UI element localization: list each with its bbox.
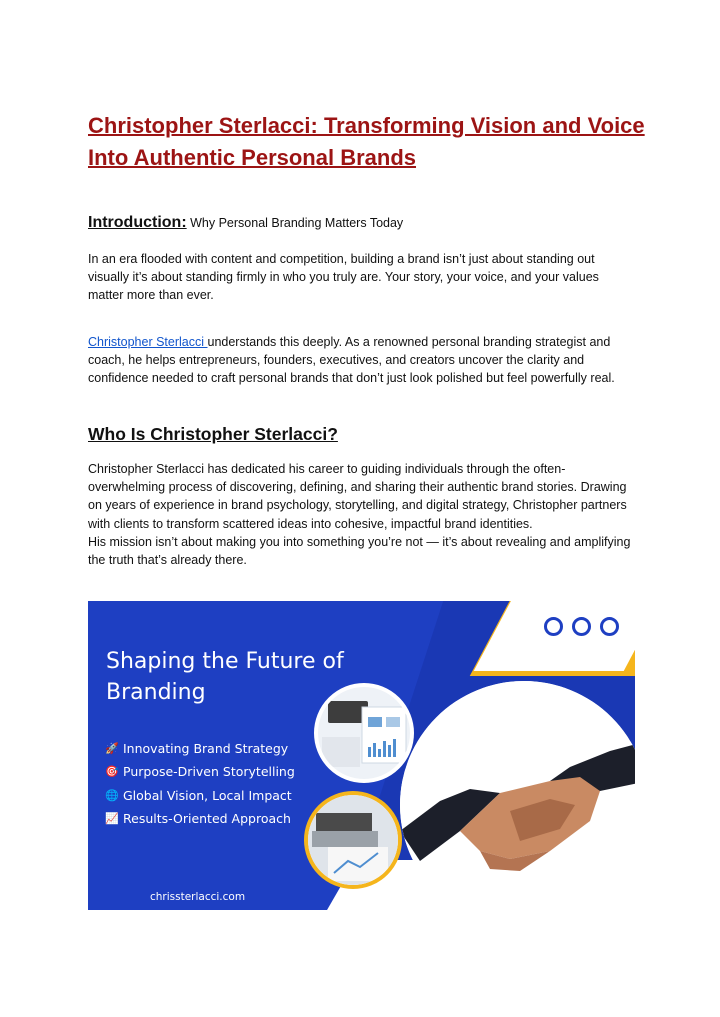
mission-text: His mission isn’t about making you into something you’re not — it’s about revealing and amplifying the truth that’s already there. — [88, 534, 631, 568]
banner-dots — [544, 617, 619, 636]
bullet-item — [104, 784, 295, 807]
branding-banner-image — [88, 601, 635, 910]
bullet-item — [104, 760, 295, 783]
introduction-subtitle: Why Personal Branding Matters Today — [186, 216, 404, 230]
intro-paragraph: In an era flooded with content and competition, building a brand isn’t just about standing out visually it’s about standing firmly in who you truly are. Your story, your voice, and your values matter more than ever. — [88, 252, 599, 303]
bullet-item — [104, 737, 295, 760]
christopher-sterlacci-link[interactable]: Christopher Sterlacci — [88, 335, 208, 349]
section-paragraph-body: Christopher Sterlacci has dedicated his career to guiding individuals through the often-overwhelming process of discovering, defining, and sharing their authentic brand stories. Drawing on years of experience in brand psychology, storytelling, and digital strategy, Christopher partners with clients to transform scattered ideas into cohesive, impactful brand identities. — [88, 462, 627, 531]
dot-icon — [544, 617, 563, 636]
page-title: Christopher Sterlacci: Transforming Vision and Voice Into Authentic Personal Brands — [88, 113, 645, 170]
banner-title: Shaping the Future of Branding — [106, 649, 344, 705]
chart-up-icon: 📈 — [105, 811, 119, 825]
banner-website-url: chrissterlacci.com — [150, 891, 246, 903]
sterlacci-paragraph-text: understands this deeply. As a renowned personal branding strategist and coach, he helps entrepreneurs, founders, executives, and creators uncover the clarity and confidence needed to craft personal brands that don’t just look polished but feel powerfully real. — [88, 335, 615, 386]
dot-icon — [572, 617, 591, 636]
analytics-photo — [314, 683, 414, 783]
laptop-icon — [308, 795, 398, 885]
globe-icon: 🌐 — [105, 788, 119, 802]
bullet-label: Global Vision, Local Impact — [123, 787, 292, 803]
section-paragraph — [88, 460, 636, 569]
section-heading: Who Is Christopher Sterlacci? — [88, 424, 338, 444]
rocket-icon: 🚀 — [105, 742, 119, 755]
sterlacci-paragraph — [88, 333, 636, 388]
banner-bullet-list — [104, 737, 295, 830]
target-icon: 🎯 — [105, 765, 119, 779]
introduction-label: Introduction: — [88, 214, 187, 231]
dot-icon — [600, 617, 619, 636]
analytics-chart-icon — [318, 687, 410, 779]
laptop-photo — [304, 791, 402, 889]
bullet-label: Innovating Brand Strategy — [123, 741, 289, 756]
bullet-label: Results-Oriented Approach — [123, 810, 291, 826]
bullet-label: Purpose-Driven Storytelling — [123, 764, 295, 780]
introduction-line — [88, 214, 403, 232]
bullet-item — [104, 807, 295, 830]
